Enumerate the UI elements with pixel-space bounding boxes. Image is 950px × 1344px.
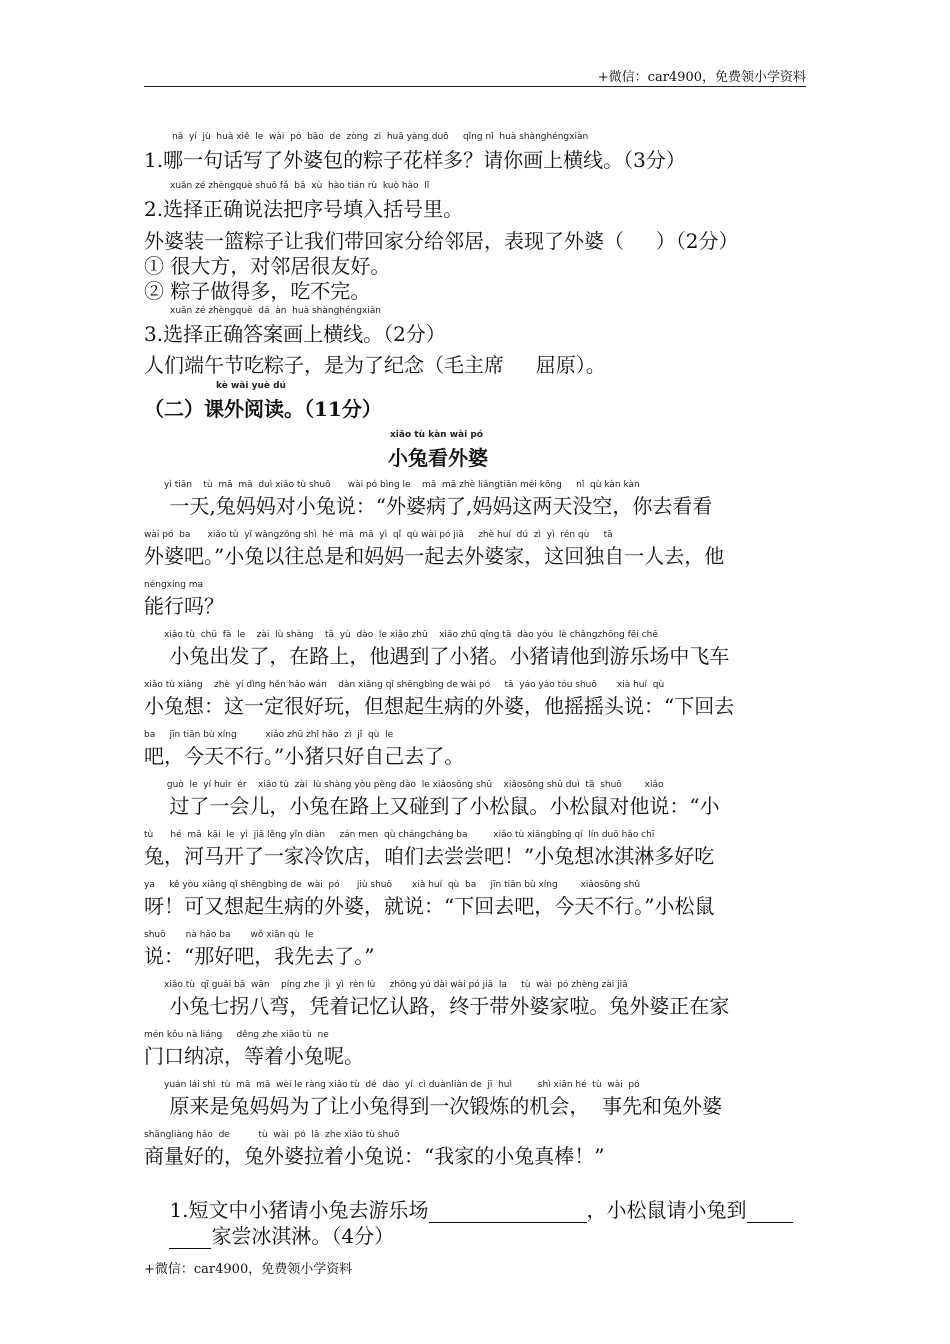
page-footer: +微信：car4900，免费领小学资料 <box>144 1262 353 1277</box>
section-heading-text: （二）课外阅读。（11分） <box>144 397 382 421</box>
page-header: +微信：car4900，免费领小学资料 <box>597 70 806 85</box>
story-title-pinyin: xiǎo tù kàn wài pó <box>390 430 483 440</box>
header-divider <box>144 86 806 87</box>
answer-blank-2-end[interactable] <box>169 1230 211 1249</box>
section-heading-pinyin: kè wài yuè dú <box>216 381 286 391</box>
question-1-text: 1.哪一句话写了外婆包的粽子花样多？请你画上横线。（3分） <box>144 148 686 172</box>
question-3-text: 3.选择正确答案画上横线。（2分） <box>144 322 446 346</box>
question-3-pinyin: xuǎn zé zhèngquè dá àn huà shànghéngxiàn <box>170 306 381 316</box>
answer-blank-2-start[interactable] <box>747 1204 793 1223</box>
question-2-text: 2.选择正确说法把序号填入括号里。 <box>144 197 464 221</box>
answer-blank-1[interactable] <box>429 1204 587 1223</box>
story-title-text: 小兔看外婆 <box>388 446 488 470</box>
question-1-pinyin: nǎ yí jù huà xiě le wài pó bāo de zòng zi huā yàng duō qǐng nǐ huà shànghéngxiàn <box>172 132 589 142</box>
question-2-pinyin: xuǎn zé zhèngquè shuō fǎ bǎ xù hào tián rù kuò hào lǐ <box>170 181 430 191</box>
